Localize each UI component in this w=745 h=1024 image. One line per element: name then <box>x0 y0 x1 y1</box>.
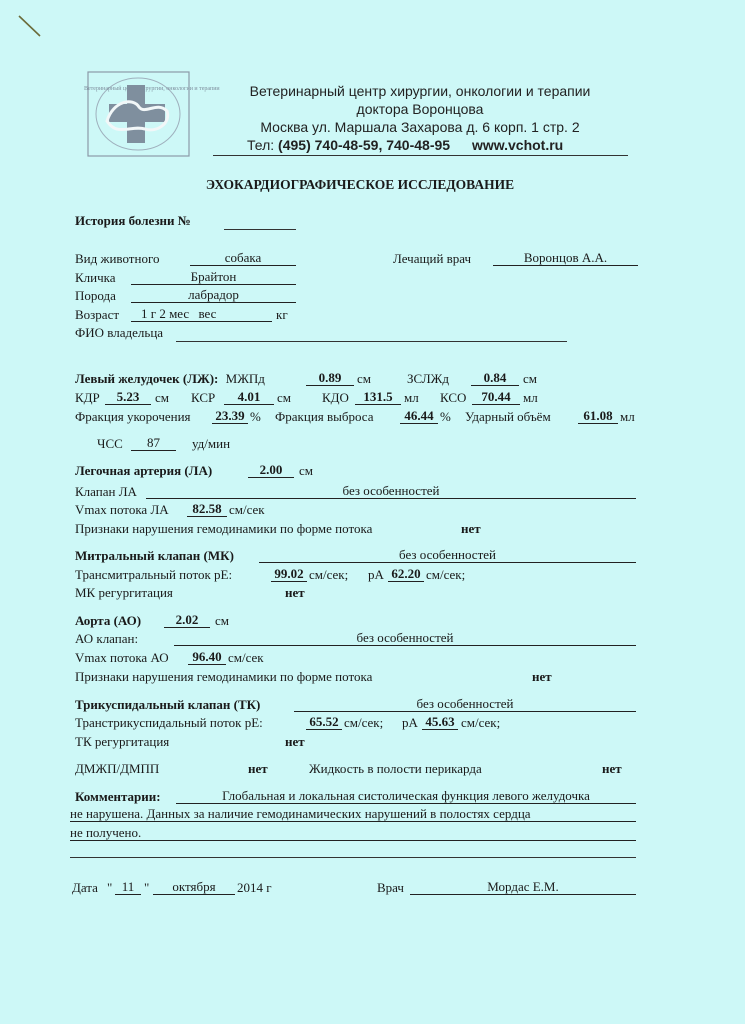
comments-line-1: Глобальная и локальная систолическая функция левого желудочка <box>176 789 636 804</box>
pa-unit: см <box>299 463 313 478</box>
ao-valve-label: АО клапан: <box>75 631 139 646</box>
date-month: октября <box>153 880 235 895</box>
pet-name-label: Кличка <box>75 270 116 285</box>
comments-label: Комментарии: <box>75 789 161 804</box>
sv-value: 61.08 <box>578 409 618 424</box>
sv-label: Ударный объём <box>465 409 551 424</box>
phone-numbers: (495) 740-48-59, 740-48-95 <box>278 137 451 153</box>
tv-heading: Трикуспидальный клапан (ТК) <box>75 697 261 712</box>
date-quote-open: " <box>107 880 113 895</box>
hr-value: 87 <box>131 436 176 451</box>
pa-hemo-value: нет <box>461 521 481 536</box>
owner-field[interactable] <box>176 341 567 342</box>
header-address: Москва ул. Маршала Захарова д. 6 корп. 1 стр. 2 <box>260 119 580 135</box>
signing-doctor-label: Врач <box>377 880 404 895</box>
ef-label: Фракция выброса <box>275 409 374 424</box>
ao-unit: см <box>215 613 229 628</box>
esv-label: КСО <box>440 390 467 405</box>
edv-value: 131.5 <box>355 390 401 405</box>
ef-unit: % <box>440 409 451 424</box>
fs-unit: % <box>250 409 261 424</box>
tv-regurg-label: ТК регургитация <box>75 734 170 749</box>
tv-pe-unit: см/сек; <box>344 715 384 730</box>
ao-value: 2.02 <box>164 613 210 628</box>
esd-unit: см <box>277 390 291 405</box>
mv-pa-value: 62.20 <box>388 567 424 582</box>
edd-value: 5.23 <box>105 390 151 405</box>
breed-label: Порода <box>75 288 116 303</box>
signing-doctor-value: Мордас Е.М. <box>410 880 636 895</box>
pericard-value: нет <box>602 761 622 776</box>
ivs-value: 0.89 <box>306 371 354 386</box>
tv-pa-unit: см/сек; <box>461 715 501 730</box>
ao-valve-value: без особенностей <box>174 631 636 646</box>
date-quote-close: " <box>144 880 150 895</box>
logo-caption: Ветеринарный центр хирургии, онкологии и терапии <box>84 86 220 92</box>
septal-label: ДМЖП/ДМПП <box>75 761 160 776</box>
pa-vmax-value: 82.58 <box>187 502 227 517</box>
ao-heading: Аорта (АО) <box>75 613 142 628</box>
ivs-unit: см <box>357 371 371 386</box>
weight-label: вес <box>198 306 217 321</box>
age-label: Возраст <box>75 307 120 322</box>
phone-label: Тел: <box>247 137 275 153</box>
esd-label: КСР <box>191 390 216 405</box>
history-number-field[interactable] <box>224 229 296 230</box>
esv-unit: мл <box>523 390 538 405</box>
septal-value: нет <box>248 761 268 776</box>
species-label: Вид животного <box>75 251 160 266</box>
comments-line-3: не получено. <box>70 826 636 841</box>
ao-hemo-label: Признаки нарушения гемодинамики по форме потока <box>75 669 373 684</box>
tv-pa-value: 45.63 <box>422 715 458 730</box>
history-label: История болезни № <box>75 213 191 228</box>
page-title: ЭХОКАРДИОГРАФИЧЕСКОЕ ИССЛЕДОВАНИЕ <box>205 177 515 192</box>
pa-valve-label: Клапан ЛА <box>75 484 137 499</box>
breed-value: лабрадор <box>131 288 296 303</box>
comments-line-2: не нарушена. Данных за наличие гемодинамических нарушений в полостях сердца <box>70 807 636 822</box>
date-year: 2014 г <box>237 880 272 895</box>
mv-pe-value: 99.02 <box>271 567 307 582</box>
pw-unit: см <box>523 371 537 386</box>
pet-name-value: Брайтон <box>131 270 296 285</box>
pw-value: 0.84 <box>471 371 519 386</box>
date-day: 11 <box>115 880 141 895</box>
ao-hemo-value: нет <box>532 669 552 684</box>
lv-row-1 <box>75 371 265 386</box>
pa-hemo-label: Признаки нарушения гемодинамики по форме потока <box>75 521 373 536</box>
age-weight-field <box>131 307 272 322</box>
edd-unit: см <box>155 390 169 405</box>
pa-heading: Легочная артерия (ЛА) <box>75 463 213 478</box>
ao-vmax-label: Vmax потока АО <box>75 650 169 665</box>
mv-pe-unit: см/сек; <box>309 567 349 582</box>
tv-flow-label: Транстрикуспидальный поток рЕ: <box>75 715 263 730</box>
esd-value: 4.01 <box>224 390 274 405</box>
ao-vmax-value: 96.40 <box>188 650 226 665</box>
pa-vmax-unit: см/сек <box>229 502 265 517</box>
header-contacts <box>247 137 563 154</box>
date-label: Дата <box>72 880 98 895</box>
mv-pa-unit: см/сек; <box>426 567 466 582</box>
pa-valve-value: без особенностей <box>146 484 636 499</box>
sv-unit: мл <box>620 409 635 424</box>
mv-heading: Митральный клапан (МК) <box>75 548 234 563</box>
edv-label: КДО <box>322 390 349 405</box>
comments-line-4[interactable] <box>70 857 636 858</box>
mv-flow-label: Трансмитральный поток рЕ: <box>75 567 233 582</box>
owner-label: ФИО владельца <box>75 325 164 340</box>
ivs-label: МЖПд <box>225 371 265 386</box>
mv-desc: без особенностей <box>259 548 636 563</box>
ef-value: 46.44 <box>400 409 438 424</box>
tv-pe-value: 65.52 <box>306 715 342 730</box>
tv-pa-label: рА <box>402 715 418 730</box>
pw-label: ЗСЛЖд <box>407 371 449 386</box>
hr-unit: уд/мин <box>192 436 231 451</box>
edv-unit: мл <box>404 390 419 405</box>
mv-pa-label: рА <box>368 567 384 582</box>
weight-unit: кг <box>276 307 288 322</box>
mv-regurg-value: нет <box>285 585 305 600</box>
pen-mark-icon <box>18 15 42 37</box>
ao-vmax-unit: см/сек <box>228 650 264 665</box>
lv-heading: Левый желудочек (ЛЖ): <box>75 371 219 386</box>
website-link[interactable]: www.vchot.ru <box>471 137 564 153</box>
doctor-label: Лечащий врач <box>393 251 472 266</box>
fs-value: 23.39 <box>212 409 248 424</box>
mv-regurg-label: МК регургитация <box>75 585 173 600</box>
edd-label: КДР <box>75 390 100 405</box>
clinic-logo-icon <box>87 71 190 157</box>
pa-vmax-label: Vmax потока ЛА <box>75 502 169 517</box>
esv-value: 70.44 <box>472 390 520 405</box>
doctor-value: Воронцов А.А. <box>493 251 638 266</box>
header-line-2: доктора Воронцова <box>356 101 484 117</box>
hr-label: ЧСС <box>97 436 123 451</box>
species-value: собака <box>190 251 296 266</box>
age-value: 1 г 2 мес <box>141 306 190 321</box>
header-rule <box>213 155 628 156</box>
tv-desc: без особенностей <box>294 697 636 712</box>
pericard-label: Жидкость в полости перикарда <box>309 761 482 776</box>
header-line-1: Ветеринарный центр хирургии, онкологии и терапии <box>249 83 591 99</box>
pa-value: 2.00 <box>248 463 294 478</box>
tv-regurg-value: нет <box>285 734 305 749</box>
fs-label: Фракция укорочения <box>75 409 191 424</box>
